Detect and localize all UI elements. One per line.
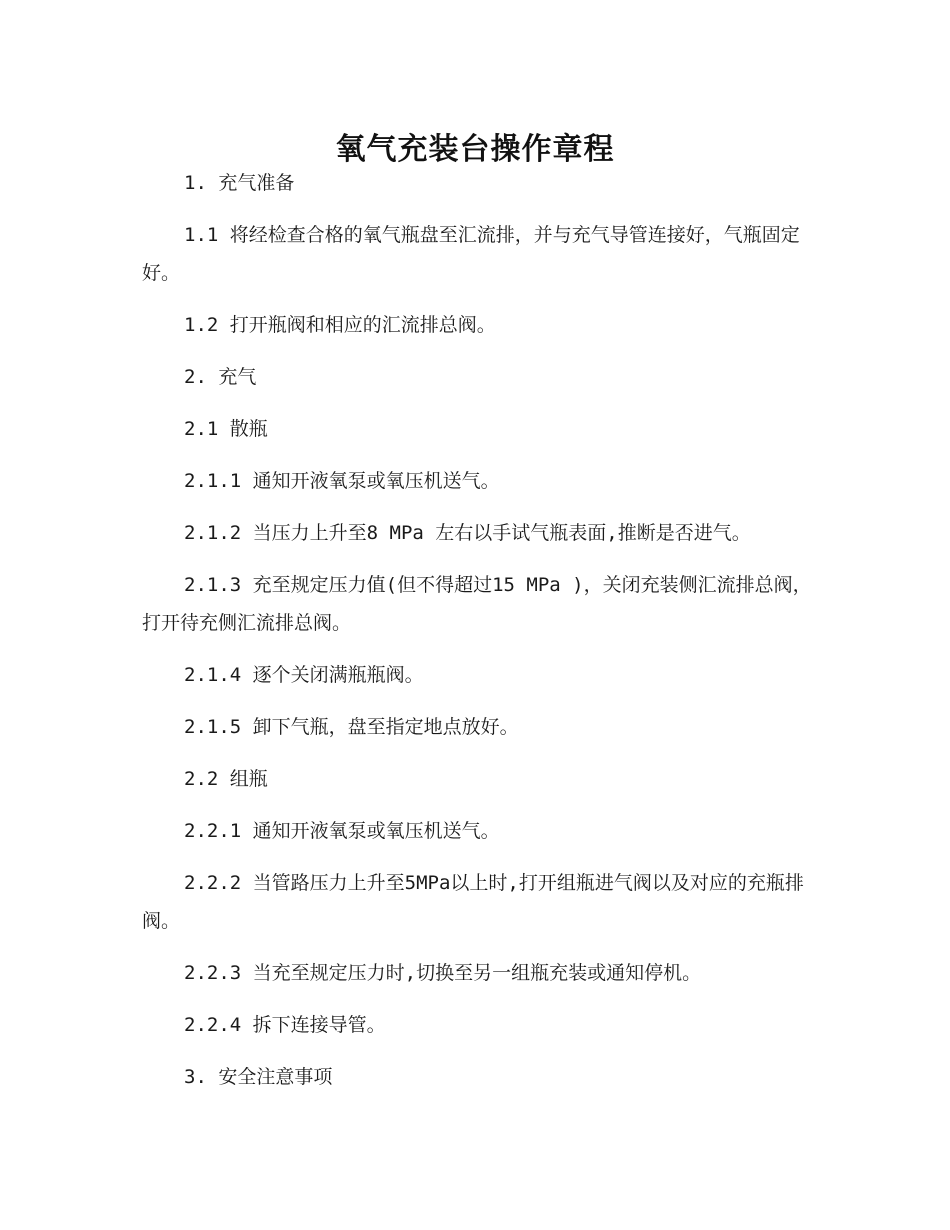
paragraph: 2.2.3 当充至规定压力时,切换至另一组瓶充装或通知停机。	[184, 962, 702, 984]
paragraph: 2.1.2 当压力上升至8 MPa 左右以手试气瓶表面,推断是否进气。	[184, 522, 751, 544]
paragraph: 2.1.3 充至规定压力值(但不得超过15 MPa )，关闭充装侧汇流排总阀，打开待充侧汇流排总阀。	[142, 574, 812, 634]
document-title: 氧气充装台操作章程	[335, 132, 615, 168]
paragraph: 1.1 将经检查合格的氧气瓶盘至汇流排，并与充气导管连接好，气瓶固定好。	[142, 224, 800, 284]
paragraph: 2.2 组瓶	[184, 768, 268, 790]
paragraph: 3. 安全注意事项	[184, 1066, 333, 1088]
paragraph: 2.2.2 当管路压力上升至5MPa以上时,打开组瓶进气阀以及对应的充瓶排阀。	[142, 872, 804, 932]
paragraph: 1. 充气准备	[184, 172, 295, 194]
paragraph: 2.1.4 逐个关闭满瓶瓶阀。	[184, 664, 424, 686]
paragraph: 2.1.1 通知开液氧泵或氧压机送气。	[184, 470, 500, 492]
paragraph: 2.1 散瓶	[184, 418, 268, 440]
paragraph: 2. 充气	[184, 366, 257, 388]
paragraph: 2.1.5 卸下气瓶，盘至指定地点放好。	[184, 716, 519, 738]
paragraph: 2.2.4 拆下连接导管。	[184, 1014, 386, 1036]
paragraph: 2.2.1 通知开液氧泵或氧压机送气。	[184, 820, 500, 842]
document-body	[142, 164, 812, 1110]
paragraph: 1.2 打开瓶阀和相应的汇流排总阀。	[184, 314, 496, 336]
